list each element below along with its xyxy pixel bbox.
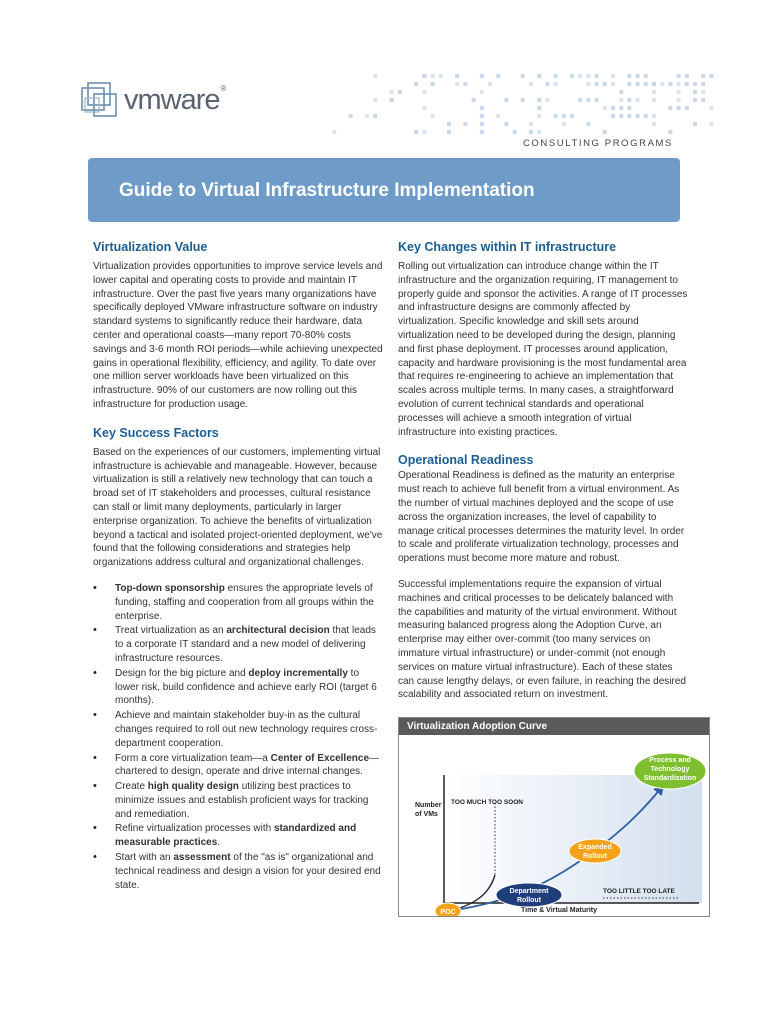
- decorative-dot: [701, 90, 705, 94]
- list-item: • Top-down sponsorship ensures the appropriate levels of funding, staffing and cooperation from all groups within the enterprise.: [115, 582, 383, 623]
- section-key-changes: [398, 240, 688, 439]
- decorative-dot: [611, 106, 615, 110]
- decorative-dot: [529, 122, 533, 126]
- svg-text:Expanded: Expanded: [578, 844, 612, 851]
- decorative-dot: [455, 74, 459, 78]
- decorative-dot: [578, 98, 582, 102]
- decorative-dot: [603, 130, 607, 134]
- decorative-dot: [668, 130, 672, 134]
- decorative-dot: [595, 74, 599, 78]
- decorative-dot: [463, 82, 467, 86]
- decorative-dot: [652, 82, 656, 86]
- decorative-dot: [636, 82, 640, 86]
- text-operational-readiness-1: Operational Readiness is defined as the maturity an enterprise must reach to achieve full benefit from a virtual environment. As the number of virtual machines deployed and the scope of use across the organization increases, the level of capability to manage critical processes determines the maturity level. In order to scale and proliferate virtualization technology, processes and operations must become more mature and robust.: [398, 470, 685, 565]
- svg-text:Rollout: Rollout: [516, 897, 542, 904]
- list-item: • Start with an assessment of the "as is" organizational and technical readiness and design a vision for your desired end state.: [115, 851, 383, 892]
- decorative-dot: [537, 74, 541, 78]
- decorative-dot: [529, 130, 533, 134]
- decorative-dot: [627, 74, 631, 78]
- decorative-dot: [537, 114, 541, 118]
- vmware-boxes-icon: [80, 80, 124, 124]
- stage-department-rollout: [496, 883, 562, 907]
- list-item: • Design for the big picture and deploy incrementally to lower risk, build confidence and achieve early ROI (target 6 months).: [115, 667, 383, 708]
- decorative-dot: [603, 106, 607, 110]
- success-factors-list: [93, 582, 383, 893]
- decorative-dot: [570, 74, 574, 78]
- svg-text:Technology: Technology: [650, 766, 690, 773]
- svg-text:Department: Department: [509, 888, 549, 895]
- decorative-dot: [373, 98, 377, 102]
- right-column: [398, 240, 688, 702]
- decorative-dot: [636, 98, 640, 102]
- decorative-dot: [709, 106, 713, 110]
- decorative-dot: [677, 90, 681, 94]
- list-item: • Achieve and maintain stakeholder buy-in as the cultural changes required to roll out new technology requires cross-department cooperation.: [115, 709, 383, 750]
- decorative-dot: [586, 122, 590, 126]
- heading-key-success-factors: Key Success Factors: [93, 425, 219, 440]
- decorative-dot: [578, 74, 582, 78]
- too-much-label: TOO MUCH TOO SOON: [451, 799, 523, 806]
- decorative-dot: [513, 130, 517, 134]
- decorative-dot: [693, 98, 697, 102]
- decorative-dot: [660, 82, 664, 86]
- logo-wordmark: vmware®: [124, 84, 226, 116]
- decorative-dot: [701, 98, 705, 102]
- too-little-label: TOO LITTLE TOO LATE: [603, 888, 675, 895]
- decorative-dot: [636, 114, 640, 118]
- decorative-dot: [472, 98, 476, 102]
- decorative-dot: [627, 82, 631, 86]
- svg-text:Rollout: Rollout: [582, 853, 608, 860]
- decorative-dot: [431, 82, 435, 86]
- decorative-dot: [677, 74, 681, 78]
- text-key-success-factors: Based on the experiences of our customers, implementing virtual infrastructure is achievable and manageable. However, because virtualization is still a relatively new technology that can touch a broad set of IT stakeholders and processes, cultural resistance can stall or limit many deployments, particularly in larger enterprise organization. To achieve the benefits of virtualization beyond a tactical and isolated project-oriented deployment, we've found that the following considerations and strategies help organizations address cultural and organizational challenges.: [93, 446, 383, 569]
- decorative-dot: [554, 114, 558, 118]
- decorative-dot: [693, 90, 697, 94]
- decorative-dot: [398, 90, 402, 94]
- vmware-logo: [80, 80, 240, 124]
- decorative-dot: [586, 82, 590, 86]
- y-axis-label-1: Number: [415, 802, 442, 809]
- decorative-dot: [422, 90, 426, 94]
- decorative-dot-pattern: [320, 68, 720, 138]
- decorative-dot: [668, 82, 672, 86]
- decorative-dot: [562, 122, 566, 126]
- decorative-dot: [545, 82, 549, 86]
- decorative-dot: [693, 82, 697, 86]
- decorative-dot: [627, 114, 631, 118]
- adoption-curve-figure: [398, 717, 710, 917]
- heading-virtualization-value: Virtualization Value: [93, 240, 208, 254]
- decorative-dot: [529, 82, 533, 86]
- section-operational-readiness: [398, 453, 688, 702]
- decorative-dot: [619, 98, 623, 102]
- heading-operational-readiness: Operational Readiness: [398, 453, 534, 468]
- decorative-dot: [545, 98, 549, 102]
- decorative-dot: [562, 114, 566, 118]
- decorative-dot: [480, 106, 484, 110]
- decorative-dot: [701, 74, 705, 78]
- decorative-dot: [365, 114, 369, 118]
- decorative-dot: [504, 98, 508, 102]
- decorative-dot: [701, 82, 705, 86]
- list-item: • Form a core virtualization team—a Center of Excellence—chartered to design, operate and drive internal changes.: [115, 752, 383, 780]
- decorative-dot: [373, 74, 377, 78]
- decorative-dot: [693, 122, 697, 126]
- decorative-dot: [611, 74, 615, 78]
- decorative-dot: [611, 82, 615, 86]
- heading-key-changes: Key Changes within IT infrastructure: [398, 240, 617, 254]
- decorative-dot: [455, 82, 459, 86]
- decorative-dot: [373, 114, 377, 118]
- decorative-dot: [611, 114, 615, 118]
- decorative-dot: [636, 74, 640, 78]
- decorative-dot: [414, 82, 418, 86]
- decorative-dot: [447, 122, 451, 126]
- stage-poc: [435, 903, 461, 916]
- list-item: • Refine virtualization processes with standardized and measurable practices.: [115, 822, 383, 850]
- decorative-dot: [480, 122, 484, 126]
- decorative-dot: [627, 98, 631, 102]
- decorative-dot: [480, 114, 484, 118]
- decorative-dot: [431, 114, 435, 118]
- decorative-dot: [627, 106, 631, 110]
- list-item: • Create high quality design utilizing best practices to minimize issues and establish proficient ways for tracking and remediation.: [115, 780, 383, 821]
- decorative-dot: [504, 122, 508, 126]
- section-virtualization-value: [93, 240, 383, 412]
- decorative-dot: [554, 74, 558, 78]
- text-key-changes: Rolling out virtualization can introduce change within the IT infrastructure and the organization requiring, IT management to properly guide and sponsor the activities. A range of IT processes and infrastructure designs are commonly affected by virtualization. Specific knowledge and skill sets around virtualization need to be developed during the design, planning and first phase deployment. IT processes around application, capacity and hardware provisioning is the most fundamental area that requires re-engineering to achieve an implementation that scales across multiple terms. In many cases, a straightforward evolution of current technical standards and operational processes will achieve a smooth integration of virtual infrastructure into existing practices.: [398, 261, 688, 438]
- decorative-dot: [595, 98, 599, 102]
- decorative-dot: [390, 98, 394, 102]
- x-axis-label: Time & Virtual Maturity: [521, 907, 597, 914]
- decorative-dot: [521, 74, 525, 78]
- svg-text:Standardization: Standardization: [643, 775, 697, 782]
- decorative-dot: [709, 74, 713, 78]
- decorative-dot: [586, 98, 590, 102]
- decorative-dot: [480, 130, 484, 134]
- y-axis-label-2: of VMs: [415, 811, 438, 818]
- decorative-dot: [652, 114, 656, 118]
- decorative-dot: [709, 122, 713, 126]
- decorative-dot: [644, 74, 648, 78]
- decorative-dot: [480, 90, 484, 94]
- stage-process-technology-standardization: [634, 753, 706, 789]
- decorative-dot: [685, 74, 689, 78]
- decorative-dot: [496, 114, 500, 118]
- decorative-dot: [595, 82, 599, 86]
- decorative-dot: [537, 98, 541, 102]
- svg-text:Process and: Process and: [649, 757, 691, 764]
- decorative-dot: [652, 90, 656, 94]
- decorative-dot: [554, 82, 558, 86]
- svg-text:POC: POC: [440, 909, 456, 916]
- decorative-dot: [644, 82, 648, 86]
- decorative-dot: [537, 106, 541, 110]
- decorative-dot: [619, 90, 623, 94]
- decorative-dot: [480, 74, 484, 78]
- consulting-programs-label: CONSULTING PROGRAMS: [522, 138, 673, 149]
- decorative-dot: [488, 82, 492, 86]
- decorative-dot: [431, 74, 435, 78]
- section-key-success-factors: [93, 426, 383, 893]
- page-title: Guide to Virtual Infrastructure Implementation: [119, 180, 535, 201]
- decorative-dot: [496, 74, 500, 78]
- decorative-dot: [332, 130, 336, 134]
- title-banner: [88, 158, 680, 222]
- decorative-dot: [349, 114, 353, 118]
- decorative-dot: [521, 98, 525, 102]
- decorative-dot: [677, 106, 681, 110]
- decorative-dot: [586, 74, 590, 78]
- decorative-dot: [677, 82, 681, 86]
- decorative-dot: [390, 90, 394, 94]
- decorative-dot: [422, 106, 426, 110]
- decorative-dot: [414, 130, 418, 134]
- decorative-dot: [570, 114, 574, 118]
- decorative-dot: [668, 106, 672, 110]
- decorative-dot: [603, 82, 607, 86]
- decorative-dot: [652, 98, 656, 102]
- decorative-dot: [677, 98, 681, 102]
- left-column: [93, 240, 383, 893]
- decorative-dot: [447, 130, 451, 134]
- decorative-dot: [619, 114, 623, 118]
- text-operational-readiness-2: Successful implementations require the expansion of virtual machines and critical processes to be delicately balanced with the capabilities and maturity of the virtual environment. Without measuring balanced progress along the Adoption Curve, an enterprise may either over-commit (too many services on immature virtual infrastructure) or under-commit (not enough services on mature virtual infrastructure). Each of these states can cause lengthy delays, or even failure, in reaching the desired scalability and associated return on investment.: [398, 578, 686, 701]
- decorative-dot: [652, 122, 656, 126]
- decorative-dot: [619, 106, 623, 110]
- decorative-dot: [685, 82, 689, 86]
- text-virtualization-value: Virtualization provides opportunities to improve service levels and lower capital and operating costs to provide and maintain IT infrastructure. Over the past five years many organizations have specifically deployed VMware infrastructure software on industry standard systems to significantly reduce their hardware, data center and operational coasts—many report 70-80% costs savings and 3-6 month ROI periods—while achieving unexpected gains in operational flexibility, efficiency, and agility. To date over one million server workloads have been virtualized on this infrastructure. 90% of our customers are now rolling out this infrastructure for production usage.: [93, 261, 383, 410]
- decorative-dot: [537, 130, 541, 134]
- list-item: • Treat virtualization as an architectural decision that leads to a corporate IT standard and a new model of delivering infrastructure resources.: [115, 624, 383, 665]
- figure-title: Virtualization Adoption Curve: [399, 718, 709, 735]
- decorative-dot: [422, 130, 426, 134]
- decorative-dot: [644, 114, 648, 118]
- decorative-dot: [463, 122, 467, 126]
- plot-background: [444, 775, 702, 903]
- decorative-dot: [439, 74, 443, 78]
- stage-expanded-rollout: [569, 839, 621, 863]
- decorative-dot: [422, 74, 426, 78]
- adoption-curve-diagram: [399, 735, 709, 916]
- decorative-dot: [685, 106, 689, 110]
